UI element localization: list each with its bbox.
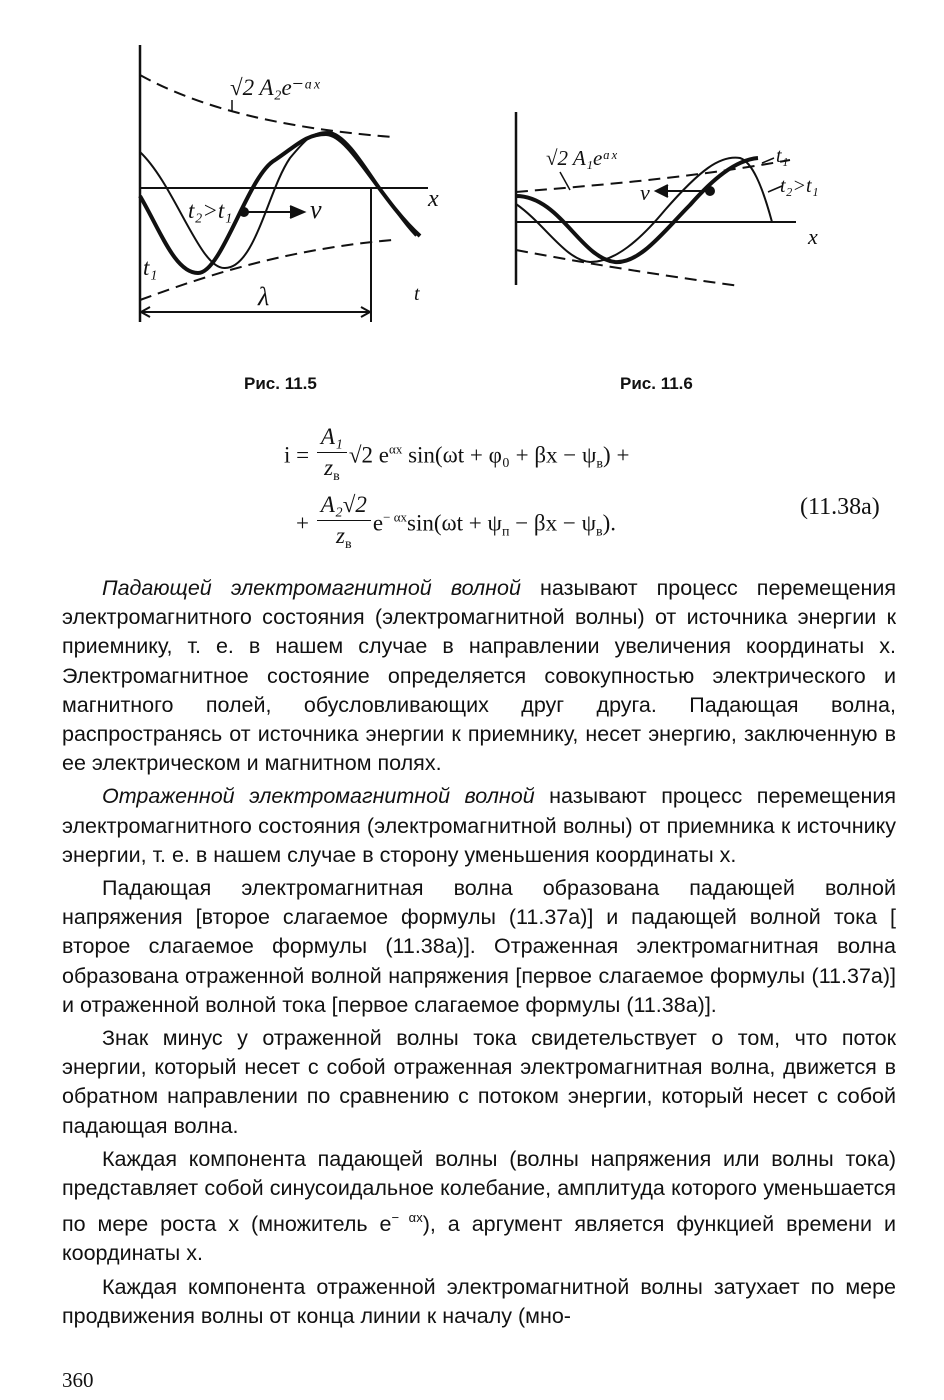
eq2-rest-a: e: [372, 510, 384, 536]
equation-number: (11.38a): [800, 494, 880, 520]
figures-area: [0, 0, 944, 400]
p5-sup: − αx: [391, 1210, 423, 1226]
eq2-num: A₂√2: [320, 492, 367, 517]
fig1-caption: Рис. 11.5: [244, 374, 317, 393]
eq1-lhs: i =: [284, 442, 310, 468]
fig2-t1-label: t₁: [776, 145, 789, 167]
eq2-rest-sub2: в: [595, 524, 603, 540]
eq1-rest-sup: αx: [389, 441, 403, 457]
eq1-den-sub: в: [333, 469, 340, 484]
fig1-wave-t2: [140, 132, 416, 268]
eq2-rest-c: − βx − ψ: [509, 510, 596, 536]
eq1-rest-sub: в: [596, 456, 604, 472]
eq1-num: A₁: [320, 424, 343, 449]
fig1-lambda-label: λ: [258, 282, 270, 311]
fig1-t1-label: t₁: [143, 255, 158, 280]
p1-text: называют процесс перемещения электромагнитного состояния (электромагнитной волны) от источника энергии к приемнику, т. е. в нашем случае в направлении увеличения координаты x. Электромагнитное состояние определяется совокупностью электрического и магнитного полей, обусловливающих друг друга. Падающая волна, распространясь от источника энергии к приемнику, несет энергию, заключенную в ее электрическом и магнитном полях.: [62, 576, 896, 776]
p2-emphasis: Отраженной электромагнитной волной: [102, 784, 535, 809]
eq2-rest-b: sin(ωt + ψ: [407, 510, 502, 536]
figure-11-6-labels: [546, 145, 819, 249]
paragraph-3: Падающая электромагнитная волна образована падающей волной напряжения [второе слагаемое формулы (11.37а)] и падающей волной тока [ второе слагаемое формулы (11.38а)]. Отраженная электромагнитная волна образована отраженной волной напряжения [первое слагаемое формулы (11.37а)] и отраженной волной тока [первое слагаемое формулы (11.38а)].: [62, 876, 896, 1017]
eq2-rest-d: ).: [602, 510, 617, 536]
paragraph-5: [62, 1145, 896, 1269]
equation-line-2: [296, 490, 616, 560]
eq2-den: z: [336, 523, 345, 548]
equation-line-1: [284, 422, 629, 492]
fig1-v-label: v: [310, 195, 322, 224]
eq2-rest-sup: − αx: [383, 509, 408, 525]
eq1-rest-b: sin(ωt + φ₀ + βx − ψ: [402, 442, 597, 468]
p1-emphasis: Падающей электромагнитной волной: [102, 576, 521, 600]
paragraph-2: [62, 782, 896, 870]
fig1-x-label: x: [428, 186, 439, 212]
p5-text-a: Каждая компонента падающей волны (волны напряжения или волны тока) представляет собой синусоидальное колебание, амплитуда которого уменьшается по мере роста x (множитель e: [62, 1146, 896, 1237]
eq2-rest-sub1: п: [501, 524, 510, 540]
eq2-lead: +: [296, 510, 309, 536]
eq2-den-sub: в: [344, 537, 352, 552]
fig1-wave-t1: [140, 134, 420, 273]
page-number: 360: [62, 1368, 94, 1392]
eq1-rest-c: ) +: [603, 442, 630, 468]
fig2-t2-label: t₂>t₁: [780, 175, 819, 197]
fig2-x-label: x: [808, 224, 818, 249]
figure-11-6: [516, 112, 796, 286]
eq1-rest-a: √2 e: [348, 442, 390, 468]
fig1-t2-label: t₂>t₁: [188, 198, 233, 223]
figure-11-5-labels: [143, 75, 439, 311]
paragraph-1: [62, 574, 896, 778]
fig2-envelope-label: √2 A₁eᵅˣ: [546, 146, 617, 170]
fig1-point: [240, 208, 249, 217]
paragraph-4: Знак минус у отраженной волны тока свидетельствует о том, что поток энергии, который несет с собой отраженная электромагнитная волна, движется в обратном направлении по сравнению с потоком энергии, который несет с собой падающая волна.: [62, 1026, 896, 1138]
body-text: [62, 574, 896, 1331]
fig2-wave-t2: [516, 158, 772, 262]
fig1-v-arrow-head: [290, 206, 304, 218]
eq2-fraction: [317, 490, 371, 560]
fig2-lower-envelope: [516, 250, 740, 286]
fig2-point: [706, 187, 715, 196]
fig2-caption: Рис. 11.6: [620, 374, 693, 393]
p5-text-b: ), а аргумент является функцией времени и координаты x.: [62, 1212, 896, 1266]
fig2-wave-t1: [516, 158, 758, 262]
eq1-den: z: [324, 455, 334, 480]
eq1-fraction: [317, 422, 347, 492]
paragraph-6: Каждая компонента отраженной электромагнитной волны затухает по мере продвижения волны от конца линии к началу (мно-: [62, 1274, 896, 1328]
fig2-v-arrow-head: [656, 185, 668, 197]
fig1-t-label: t: [414, 283, 420, 305]
p2-text: называют процесс перемещения электромагнитного состояния (электромагнитной волны) от приемника к источнику энергии, т. е. в нашем случае в сторону уменьшения координаты x.: [62, 784, 896, 867]
fig2-v-label: v: [640, 180, 650, 205]
fig1-envelope-label: √2 A₂e⁻ᵅˣ: [230, 75, 320, 100]
